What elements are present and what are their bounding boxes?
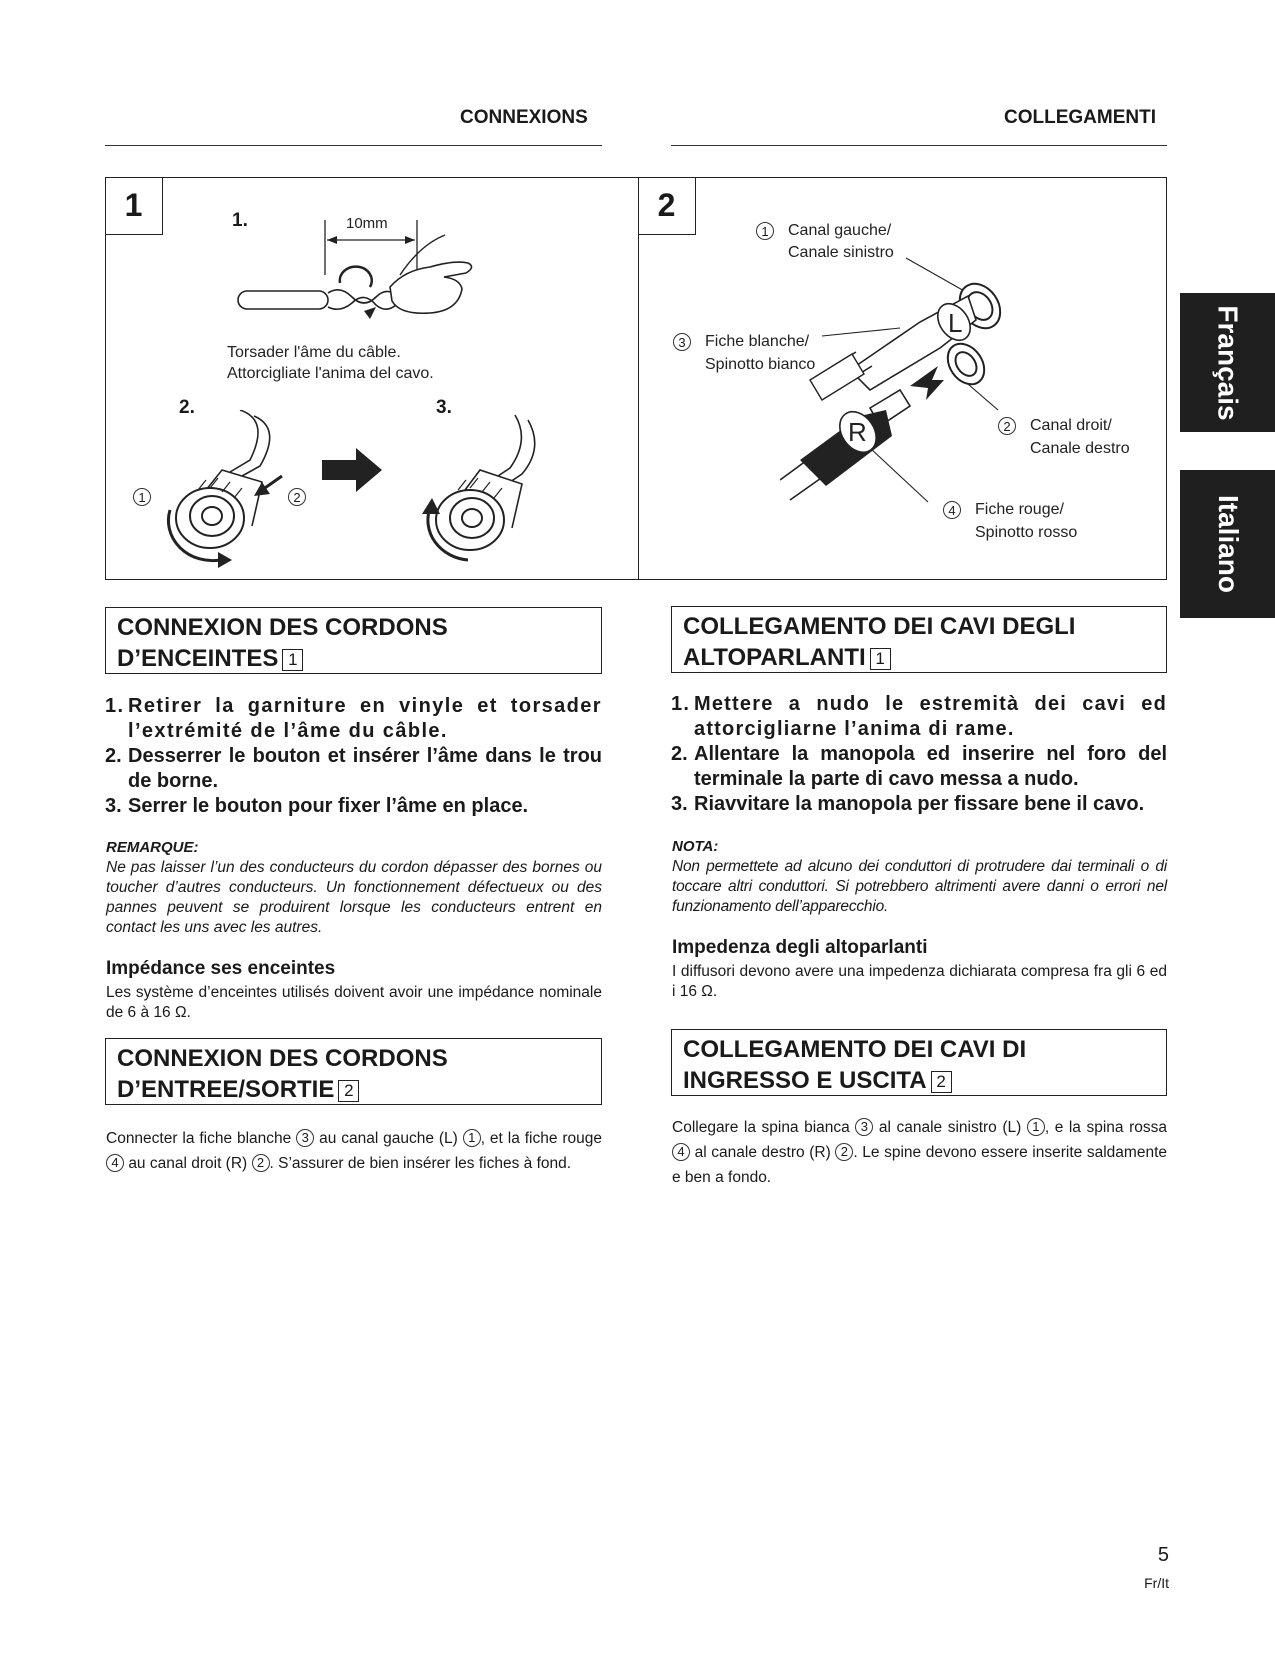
- fig2-label-3-it: Spinotto bianco: [705, 356, 816, 373]
- it-section-io-heading: [671, 1029, 1167, 1096]
- tab-italiano[interactable]: [1180, 470, 1275, 618]
- fig1-dimension-label: 10mm: [346, 215, 388, 232]
- header-rule-left: [105, 145, 602, 146]
- fr-note-heading: REMARQUE:: [106, 839, 199, 856]
- fig1-step1-label: 1.: [232, 210, 248, 231]
- fig2-label-2-it: Canale destro: [1030, 440, 1130, 457]
- fig2-label-2-fr: Canal droit/: [1030, 417, 1112, 434]
- fig1-step3-label: 3.: [436, 397, 452, 418]
- it-io-paragraph: [672, 1115, 1167, 1190]
- fr-step-text: Desserrer le bouton et insérer l’âme dans le trou de borne.: [128, 745, 602, 792]
- plug-l-label: L: [948, 308, 963, 338]
- it-impedance-heading: Impedenza degli altoparlanti: [672, 937, 928, 958]
- fig2-label-4-it: Spinotto rosso: [975, 524, 1078, 541]
- it-para-text: al canale destro (R): [694, 1144, 831, 1161]
- fig2-marker-2: 2: [998, 417, 1016, 435]
- wire-twist-illustration: [230, 215, 490, 325]
- fig2-marker-3: 3: [673, 333, 691, 351]
- fr-step-item: [105, 694, 602, 744]
- it-para-text: al canale sinistro (L): [878, 1119, 1022, 1136]
- it-impedance-text: I diffusori devono avere una impedenza dichiarata compresa fra gli 6 ed i 16 Ω.: [672, 963, 1167, 1000]
- fig2-label-1-it: Canale sinistro: [788, 244, 894, 261]
- fig1-marker-2: 2: [288, 488, 306, 506]
- fig2-label-3-fr: Fiche blanche/: [705, 333, 810, 350]
- fr-io-paragraph: [106, 1126, 602, 1176]
- it-step-item: [671, 742, 1167, 792]
- fr-para-ref-3: 3: [296, 1129, 314, 1147]
- fr-impedance-heading: Impédance ses enceintes: [106, 958, 336, 979]
- it-section1-figure-ref: 1: [870, 648, 891, 670]
- fr-step-number: 2.: [105, 745, 122, 767]
- fr-section2-line1: CONNEXION DES CORDONS: [117, 1045, 448, 1072]
- fig2-label-4-fr: Fiche rouge/: [975, 501, 1064, 518]
- fr-section1-line1: CONNEXION DES CORDONS: [117, 614, 448, 641]
- fig2-marker-4: 4: [943, 501, 961, 519]
- it-step-number: 3.: [671, 793, 688, 815]
- it-section1-line1: COLLEGAMENTO DEI CAVI DEGLI: [683, 613, 1076, 640]
- it-para-ref-2: 2: [835, 1143, 853, 1161]
- it-step-text: Riavvitare la manopola per fissare bene il cavo.: [694, 793, 1145, 815]
- it-para-ref-1: 1: [1027, 1118, 1045, 1136]
- fr-para-text: Connecter la fiche blanche: [106, 1130, 292, 1147]
- it-section2-line2: INGRESSO E USCITA: [683, 1067, 927, 1094]
- fr-para-ref-2: 2: [252, 1154, 270, 1172]
- it-section1-line2: ALTOPARLANTI: [683, 644, 866, 671]
- fr-step-text: Retirer la garniture en vinyle et torsader l’extrémité de l’âme du câble.: [128, 695, 602, 742]
- running-header-right: COLLEGAMENTI: [1004, 107, 1156, 128]
- fig1-step2-label: 2.: [179, 397, 195, 418]
- it-section-speaker-heading: [671, 606, 1167, 673]
- figure-2-number: 2: [638, 177, 696, 235]
- terminal-illustration: [150, 410, 570, 570]
- fr-step-item: [105, 744, 602, 794]
- fr-step-text: Serrer le bouton pour fixer l’âme en place.: [128, 795, 529, 817]
- it-para-ref-4: 4: [672, 1143, 690, 1161]
- it-para-text: . Le spine devono essere inserite saldamente e ben a fondo.: [672, 1144, 1167, 1186]
- rca-plugs-illustration: [780, 240, 1060, 550]
- fr-note-text: Ne pas laisser l’un des conducteurs du cordon dépasser des bornes ou toucher d’autres conducteurs. Un fonctionnement défectueux ou des pannes peuvent se produirent lorsque les conducteurs entrent en contact les uns avec les autres.: [106, 859, 602, 936]
- running-header-left: CONNEXIONS: [460, 107, 588, 128]
- fr-para-ref-1: 1: [463, 1129, 481, 1147]
- fr-para-text: . S’assurer de bien insérer les fiches à fond.: [269, 1155, 572, 1172]
- fig1-caption-it: Attorcigliate l'anima del cavo.: [227, 365, 434, 382]
- fig2-marker-1: 1: [756, 222, 774, 240]
- fr-section1-line2: D’ENCEINTES: [117, 645, 279, 672]
- header-rule-right: [671, 145, 1167, 146]
- page-language-code: Fr/It: [1144, 1575, 1169, 1591]
- fr-para-text: , et la fiche rouge: [480, 1130, 602, 1147]
- tab-italiano-label: Italiano: [1212, 494, 1244, 594]
- fr-para-ref-4: 4: [106, 1154, 124, 1172]
- it-step-item: [671, 792, 1167, 817]
- it-para-text: Collegare la spina bianca: [672, 1119, 850, 1136]
- it-step-text: Allentare la manopola ed inserire nel foro del terminale la parte di cavo messa a nudo.: [694, 743, 1167, 790]
- fig2-label-1-fr: Canal gauche/: [788, 222, 892, 239]
- it-step-text: Mettere a nudo le estremità dei cavi ed attorcigliarne l’anima di rame.: [694, 693, 1167, 740]
- fr-impedance-text: Les système d’enceintes utilisés doivent avoir une impédance nominale de 6 à 16 Ω.: [106, 984, 602, 1021]
- fr-step-number: 3.: [105, 795, 122, 817]
- fr-steps-list: [105, 694, 602, 819]
- it-section2-figure-ref: 2: [931, 1071, 952, 1093]
- fr-section2-line2: D’ENTREE/SORTIE: [117, 1076, 335, 1103]
- it-step-item: [671, 692, 1167, 742]
- fr-para-text: au canal droit (R): [128, 1155, 248, 1172]
- tab-francais-label: Français: [1212, 304, 1244, 421]
- it-note-text: Non permettete ad alcuno dei conduttori di protrudere dai terminali o di toccare altri conduttori. Si potrebbero altrimenti avere danni o errori nel funzionamento dell’apparecchio.: [672, 858, 1167, 915]
- figure-divider: [638, 177, 639, 580]
- fr-section-speaker-heading: [105, 607, 602, 674]
- fr-section2-figure-ref: 2: [338, 1080, 359, 1102]
- plug-r-label: R: [848, 417, 867, 447]
- it-para-text: , e la spina rossa: [1044, 1119, 1167, 1136]
- fig1-caption-fr: Torsader l'âme du câble.: [227, 344, 401, 361]
- fr-para-text: au canal gauche (L): [319, 1130, 458, 1147]
- it-step-number: 2.: [671, 743, 688, 765]
- it-step-number: 1.: [671, 693, 691, 715]
- figure-1-number: 1: [105, 177, 163, 235]
- it-steps-list: [671, 692, 1167, 817]
- fr-step-number: 1.: [105, 695, 125, 717]
- fr-section1-figure-ref: 1: [282, 649, 303, 671]
- it-section2-line1: COLLEGAMENTO DEI CAVI DI: [683, 1036, 1027, 1063]
- it-note-heading: NOTA:: [672, 838, 719, 855]
- fig1-marker-1: 1: [133, 488, 151, 506]
- fr-step-item: [105, 794, 602, 819]
- it-para-ref-3: 3: [855, 1118, 873, 1136]
- page-number: 5: [1157, 1544, 1169, 1566]
- tab-francais[interactable]: [1180, 293, 1275, 432]
- fr-section-io-heading: [105, 1038, 602, 1105]
